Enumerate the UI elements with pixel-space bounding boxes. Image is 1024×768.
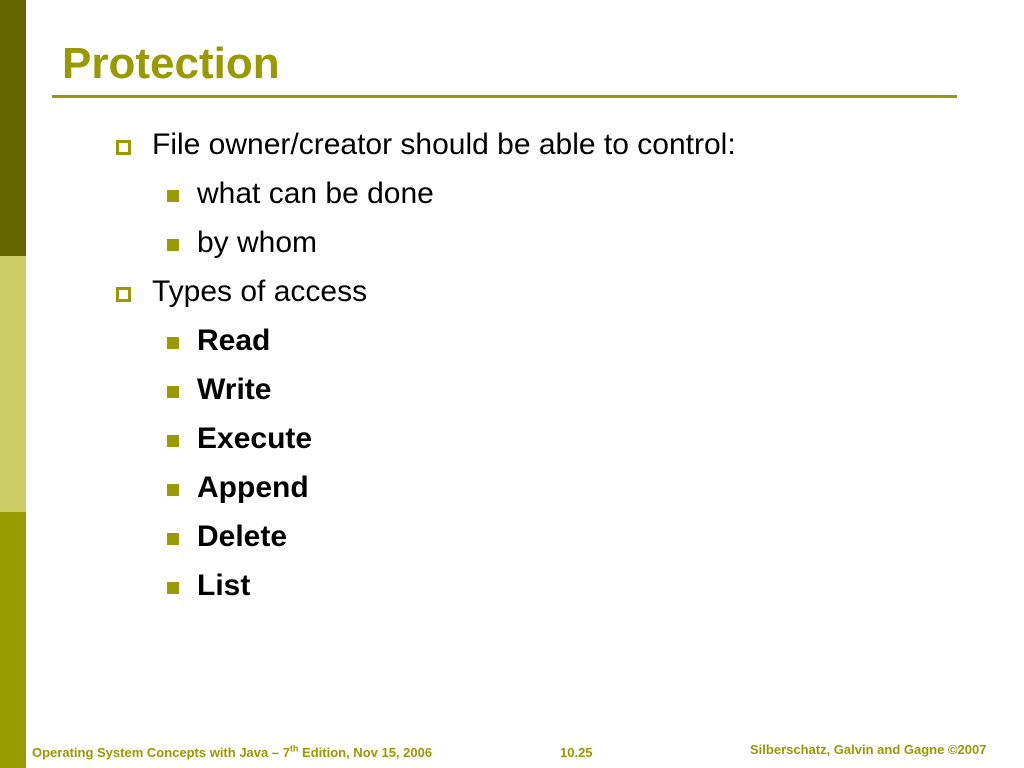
solid-square-bullet-icon xyxy=(167,190,179,202)
footer-edition-superscript: th xyxy=(289,743,299,754)
footer-book-title xyxy=(32,745,432,761)
access-type-list: List xyxy=(197,569,251,602)
slide-title: Protection xyxy=(62,39,280,88)
sub-bullet-item: by whom xyxy=(197,226,318,259)
access-type-execute: Execute xyxy=(197,422,313,455)
footer-book-title-main: Operating System Concepts with Java – 7 xyxy=(32,745,290,760)
access-type-append: Append xyxy=(197,471,309,504)
solid-square-bullet-icon xyxy=(167,435,179,447)
footer-page-number: 10.25 xyxy=(560,745,593,760)
access-type-write: Write xyxy=(197,373,272,406)
hollow-square-bullet-icon xyxy=(116,287,131,302)
sidebar-top-band xyxy=(0,0,26,256)
solid-square-bullet-icon xyxy=(167,337,179,349)
bullet-item: File owner/creator should be able to control: xyxy=(152,128,736,161)
solid-square-bullet-icon xyxy=(167,582,179,594)
bullet-item: Types of access xyxy=(152,275,368,308)
access-type-read: Read xyxy=(197,324,271,357)
sidebar-middle-band xyxy=(0,256,26,512)
sidebar-bottom-band xyxy=(0,512,26,768)
footer-book-title-edition: Edition, Nov 15, 2006 xyxy=(298,745,433,760)
title-underline xyxy=(52,95,957,98)
sub-bullet-item: what can be done xyxy=(197,177,434,210)
solid-square-bullet-icon xyxy=(167,239,179,251)
solid-square-bullet-icon xyxy=(167,533,179,545)
solid-square-bullet-icon xyxy=(167,484,179,496)
access-type-delete: Delete xyxy=(197,520,288,553)
solid-square-bullet-icon xyxy=(167,386,179,398)
footer-authors: Silberschatz, Galvin and Gagne ©2007 xyxy=(750,742,987,757)
hollow-square-bullet-icon xyxy=(116,140,131,155)
